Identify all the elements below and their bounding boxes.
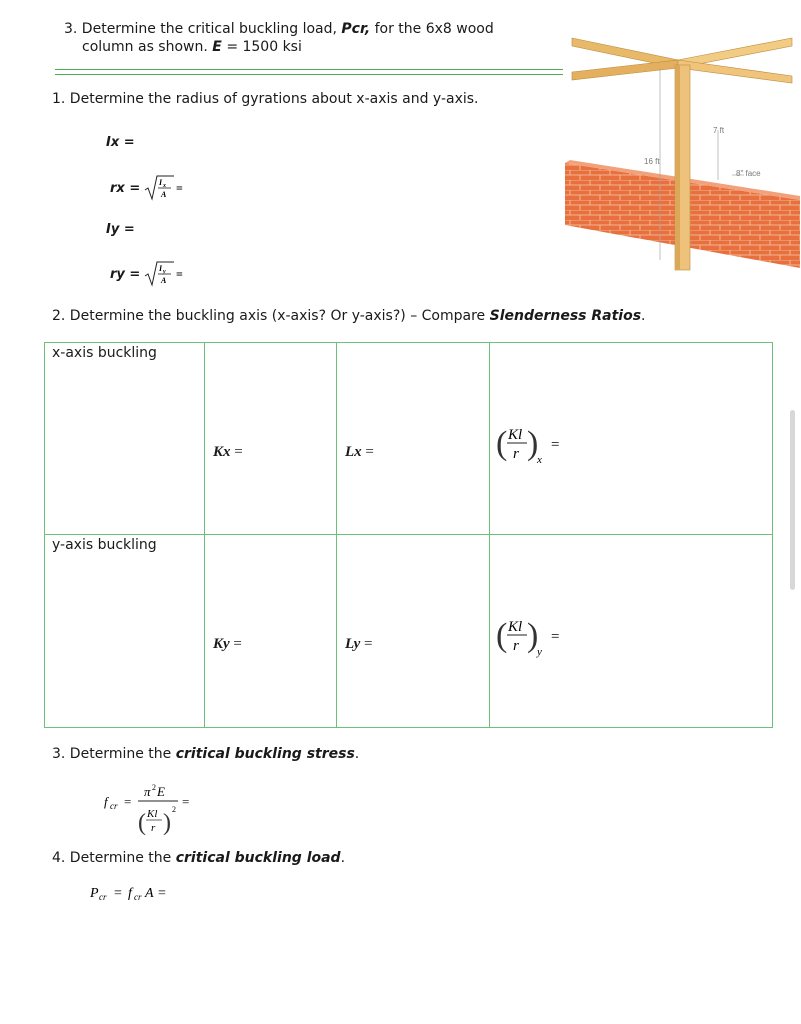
step4-heading-text: 4. Determine the <box>52 850 172 866</box>
x-axis-buckling-label: x-axis buckling <box>52 345 157 361</box>
svg-text:2: 2 <box>152 783 156 792</box>
svg-text:Kl: Kl <box>147 808 158 820</box>
svg-text:=: = <box>176 181 184 195</box>
svg-text:f: f <box>128 886 132 901</box>
problem-statement <box>64 20 534 56</box>
svg-text:2: 2 <box>172 805 176 814</box>
ry-label: ry = <box>110 266 141 282</box>
svg-text:=: = <box>158 886 166 901</box>
step4-heading-emphasis: critical buckling load <box>175 850 341 866</box>
beam <box>678 60 792 83</box>
step4-heading-end: . <box>340 850 346 866</box>
svg-text:x: x <box>163 183 167 189</box>
lx-label: Lx = <box>345 444 374 460</box>
svg-text:=: = <box>124 794 132 809</box>
slenderness-cell <box>490 535 773 728</box>
svg-text:Kl: Kl <box>508 427 523 443</box>
svg-text:): ) <box>527 617 539 654</box>
l-cell <box>337 535 490 728</box>
svg-text:(: ( <box>496 617 508 654</box>
problem-line1b: for the 6x8 wood <box>374 21 494 37</box>
svg-text:=: = <box>114 886 122 901</box>
svg-text:I: I <box>159 178 163 187</box>
slenderness-table <box>44 342 773 728</box>
scrollbar[interactable] <box>790 410 795 590</box>
svg-text:f: f <box>104 794 108 809</box>
svg-text:=: = <box>182 794 190 809</box>
step2-heading-text: 2. Determine the buckling axis (x-axis? Or y-axis?) – Compare <box>52 308 486 324</box>
step3-heading-emphasis: critical buckling stress <box>175 746 355 762</box>
svg-text:π: π <box>144 784 151 799</box>
ix-label: Ix = <box>106 135 135 150</box>
ry-equation <box>110 260 188 288</box>
step2-heading-end: . <box>641 308 646 324</box>
e-symbol: E <box>212 39 222 55</box>
step2-heading <box>52 308 646 324</box>
critical-load-formula <box>90 880 200 904</box>
step3-heading-end: . <box>354 746 360 762</box>
subscript-y: y <box>537 646 542 658</box>
iy-label: Iy = <box>106 222 135 237</box>
step3-heading <box>52 746 359 762</box>
divider-line <box>55 74 563 75</box>
svg-text:y: y <box>163 269 166 275</box>
svg-text:r: r <box>513 638 519 654</box>
iy-equation <box>106 222 135 237</box>
k-cell <box>205 343 337 535</box>
pcr-symbol: Pcr, <box>341 21 371 37</box>
sqrt-iy-over-a <box>144 260 188 288</box>
problem-line1: 3. Determine the critical buckling load, <box>64 21 337 37</box>
l-cell <box>337 343 490 535</box>
rx-equation <box>110 174 188 202</box>
svg-text:r: r <box>513 446 519 462</box>
label-8in-face: 8" face <box>736 169 761 178</box>
ly-label: Ly = <box>345 636 373 652</box>
e-value: = 1500 ksi <box>226 39 302 55</box>
klr-y-formula <box>496 613 576 659</box>
divider-line <box>55 69 563 70</box>
step3-heading-text: 3. Determine the <box>52 746 172 762</box>
subscript-x: x <box>537 454 542 466</box>
critical-stress-formula <box>104 778 204 838</box>
svg-text:E: E <box>157 784 165 799</box>
label-7ft: 7 ft <box>713 126 725 135</box>
svg-text:cr: cr <box>134 892 142 902</box>
y-axis-buckling-label: y-axis buckling <box>52 537 157 553</box>
svg-text:Kl: Kl <box>508 619 523 635</box>
svg-text:=: = <box>176 267 184 281</box>
k-cell <box>205 535 337 728</box>
table-row <box>45 535 773 728</box>
kx-label: Kx = <box>213 444 243 460</box>
svg-text:=: = <box>551 437 560 453</box>
svg-text:(: ( <box>138 810 146 836</box>
svg-text:A: A <box>161 276 167 285</box>
ky-label: Ky = <box>213 636 242 652</box>
rx-label: rx = <box>110 180 141 196</box>
svg-text:P: P <box>90 886 99 901</box>
svg-text:=: = <box>551 629 560 645</box>
svg-text:I: I <box>159 264 163 273</box>
sqrt-ix-over-a <box>144 174 188 202</box>
ix-equation <box>106 135 135 150</box>
column-figure <box>560 20 800 275</box>
step2-heading-emphasis: Slenderness Ratios <box>489 308 642 324</box>
svg-text:): ) <box>527 425 539 462</box>
label-16ft: 16 ft <box>644 157 660 166</box>
svg-text:): ) <box>163 810 171 836</box>
svg-text:cr: cr <box>110 801 118 811</box>
svg-text:cr: cr <box>99 892 107 902</box>
svg-text:A: A <box>145 886 154 901</box>
svg-text:(: ( <box>496 425 508 462</box>
row-label-cell <box>45 343 205 535</box>
svg-text:r: r <box>151 822 156 834</box>
row-label-cell <box>45 535 205 728</box>
klr-x-formula <box>496 421 576 467</box>
table-row <box>45 343 773 535</box>
svg-text:A: A <box>161 190 167 199</box>
problem-line2: column as shown. <box>82 39 208 55</box>
slenderness-cell <box>490 343 773 535</box>
beam <box>572 60 678 80</box>
step4-heading <box>52 850 345 866</box>
step1-heading: 1. Determine the radius of gyrations about x-axis and y-axis. <box>52 91 479 107</box>
